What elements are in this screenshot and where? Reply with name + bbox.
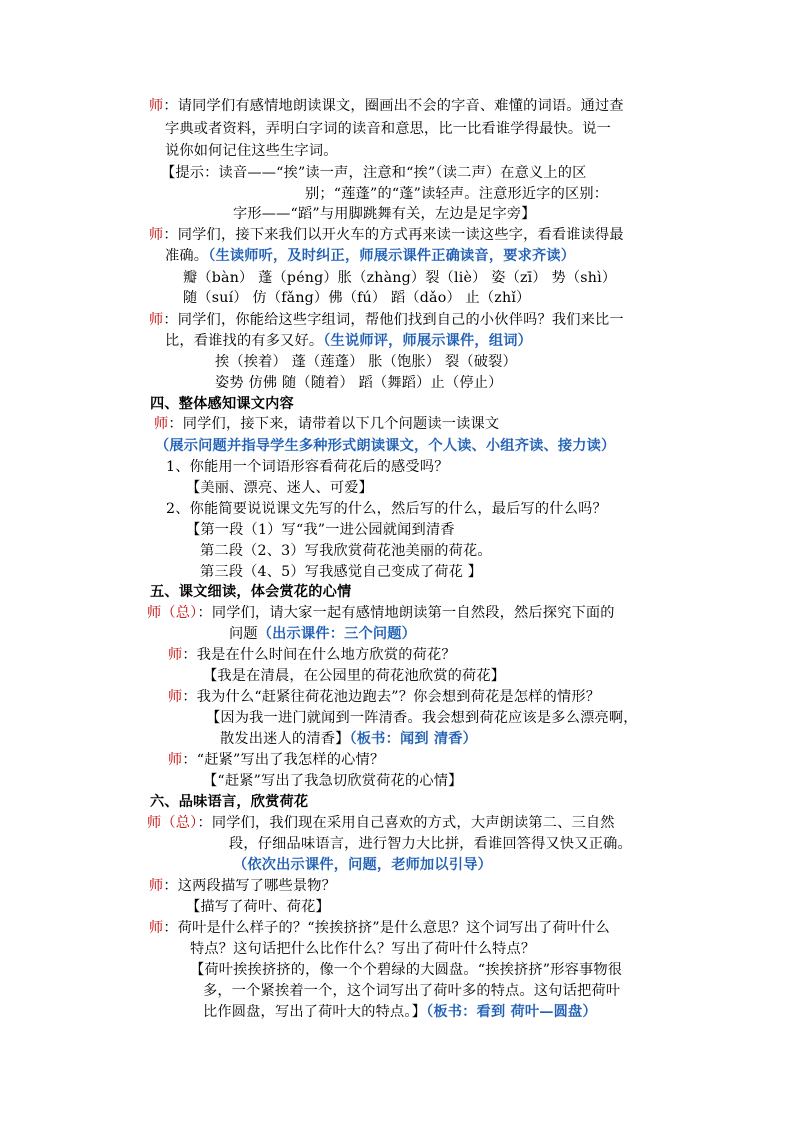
teacher-note: （板书：看到 荷叶—圆盘） — [426, 1004, 597, 1020]
section5-line1: 师（总）：同学们，请大家一起有感情地朗读第一自然段，然后探究下面的 — [147, 605, 615, 621]
section4-q2: 2、你能简要说说课文先写的什么，然后写的什么，最后写的什么吗？ — [166, 501, 607, 517]
section6-heading: 六、品味语言，欣赏荷花 — [150, 794, 309, 810]
speaker-label: 师 — [149, 98, 164, 114]
section4-a1: 【美丽、漂亮、迷人、可爱】 — [186, 480, 374, 496]
section6-q2-line1: 师：荷叶是什么样子的？“挨挨挤挤”是什么意思？这个词写出了荷叶什么 — [149, 920, 610, 936]
section6-a2-line3: 比作圆盘，写出了荷叶大的特点。】（板书：看到 荷叶—圆盘） — [203, 1004, 597, 1020]
section5-q1: 师：我是在什么时间在什么地方欣赏的荷花？ — [168, 647, 456, 663]
para1-line1: 师：请同学们有感情地朗读课文，圈画出不会的字音、难懂的词语。通过查 — [149, 98, 624, 114]
section4-heading: 四、整体感知课文内容 — [150, 396, 294, 412]
section4-a2-line1: 【第一段（1）写“我”一进公园就闻到清香 — [186, 522, 455, 538]
section6-q2-line2: 特点？这句话把什么比作什么？写出了荷叶什么特点？ — [190, 941, 536, 957]
section5-line2: 问题（出示课件：三个问题） — [229, 626, 417, 642]
para2-line1: 师：同学们，接下来我们以开火车的方式再来读一读这些字，看看谁读得最 — [149, 227, 624, 243]
hint-line2: 别；“莲蓬”的“蓬”读轻声。注意形近字的区别： — [305, 186, 609, 202]
section5-q3: 师：“赶紧”写出了我怎样的心情？ — [168, 752, 385, 768]
section4-q1: 1、你能用一个词语形容看荷花后的感受吗？ — [166, 459, 449, 475]
section4-note: （展示问题并指导学生多种形式朗读课文，个人读、小组齐读、接力读） — [155, 438, 616, 454]
teacher-note: （板书：闻到 清香） — [349, 731, 478, 747]
section4-a2-line3: 第三段（4、5）写我感觉自己变成了荷花 】 — [200, 564, 483, 580]
para3-line2: 比，看谁找的有多又好。（生说师评，师展示课件，组词） — [165, 333, 532, 349]
section6-line2: 段，仔细品味语言，进行智力大比拼，看谁回答得又快又正确。 — [229, 836, 632, 852]
section4-line1: 师：同学们，接下来，请带着以下几个问题读一读课文 — [154, 416, 500, 432]
section6-line1: 师（总）：同学们，我们现在采用自己喜欢的方式，大声朗读第二、三自然 — [147, 815, 615, 831]
para1-line2: 字典或者资料，弄明白字词的读音和意思，比一比看谁学得最快。说一 — [165, 121, 612, 137]
speaker-label: 师 — [149, 227, 164, 243]
section5-a1: 【我是在清晨，在公园里的荷花池欣赏的荷花】 — [203, 668, 506, 684]
pinyin-line1: 瓣（bàn） 蓬（péng）胀（zhàng）裂（liè） 姿（zī） 势（shì） — [183, 270, 617, 286]
speaker-label: 师 — [168, 647, 183, 663]
words-line2: 姿势 仿佛 随（随着） 蹈（舞蹈）止（停止） — [215, 375, 503, 391]
teacher-note: （生说师评，师展示课件，组词） — [323, 333, 532, 349]
speaker-label: 师 — [149, 312, 164, 328]
speaker-label: 师（总） — [147, 815, 198, 831]
section6-note: （依次出示课件，问题，老师加以引导） — [233, 857, 492, 873]
para2-line2: 准确。（生读师听，及时纠正，师展示课件正确读音，要求齐读） — [165, 248, 576, 264]
hint-line3: 字形——“蹈”与用脚跳舞有关，左边是足字旁】 — [233, 206, 536, 222]
section5-a2-line2: 散发出迷人的清香】（板书：闻到 清香） — [220, 731, 478, 747]
section6-q1: 师：这两段描写了哪些景物？ — [149, 878, 337, 894]
section5-a2-line1: 【因为我一进门就闻到一阵清香。我会想到荷花应该是多么漂亮啊， — [206, 710, 638, 726]
para1-line3: 说你如何记住这些生字词。 — [165, 143, 338, 159]
para3-line1: 师：同学们，你能给这些字组词，帮他们找到自己的小伙伴吗？我们来比一 — [149, 312, 624, 328]
speaker-label: 师 — [154, 416, 169, 432]
speaker-label: 师 — [168, 689, 183, 705]
speaker-label: 师 — [168, 752, 183, 768]
teacher-note: （出示课件：三个问题） — [257, 626, 417, 642]
speaker-label: 师 — [149, 920, 164, 936]
section5-heading: 五、课文细读，体会赏花的心情 — [150, 584, 352, 600]
words-line1: 挨（挨着） 蓬（莲蓬） 胀（饱胀） 裂（破裂） — [215, 354, 517, 370]
section5-q2: 师：我为什么“赶紧往荷花池边跑去”？你会想到荷花是怎样的情形？ — [168, 689, 601, 705]
speaker-label: 师 — [149, 878, 164, 894]
teacher-note: （生读师听，及时纠正，师展示课件正确读音，要求齐读） — [208, 248, 576, 264]
section6-a2-line1: 【荷叶挨挨挤挤的，像一个个碧绿的大圆盘。“挨挨挤挤”形容事物很 — [190, 962, 623, 978]
section6-a1: 【描写了荷叶、荷花】 — [186, 899, 330, 915]
pinyin-line2: 随（suí） 仿（fǎng）佛（fú） 蹈（dǎo） 止（zhǐ） — [183, 290, 531, 306]
hint-line1: 【提示：读音——“挨”读一声，注意和“挨”（读二声）在意义上的区 — [161, 165, 587, 181]
speaker-label: 师（总） — [147, 605, 198, 621]
section6-a2-line2: 多，一个紧挨着一个，这个词写出了荷叶多的特点。这句话把荷叶 — [203, 983, 621, 999]
section4-a2-line2: 第二段（2、3）写我欣赏荷花池美丽的荷花。 — [200, 543, 492, 559]
section5-a3: 【“赶紧”写出了我急切欣赏荷花的心情】 — [203, 773, 463, 789]
